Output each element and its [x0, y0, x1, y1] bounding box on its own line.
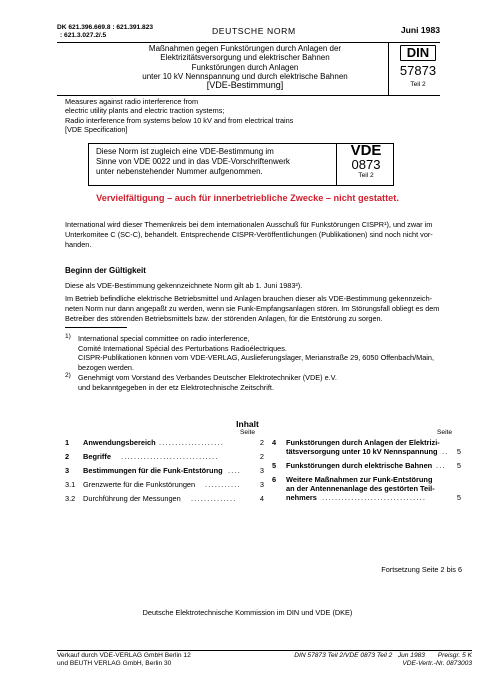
toc-entry-leader: ........... — [205, 480, 241, 489]
intro-line-1: International wird dieser Themenkreis bei dem internationalen Ausschuß für Funkstörungen CISPR¹), und zwar im — [65, 220, 433, 229]
vde-part: Teil 2 — [358, 172, 374, 179]
toc-entry[interactable] — [272, 438, 463, 456]
english-line-4: [VDE Specification] — [65, 124, 128, 134]
vde-notice-line-1: Diese Norm ist zugleich eine VDE-Bestimmung im — [96, 147, 274, 156]
copy-warning: Vervielfältigung – auch für innerbetriebliche Zwecke – nicht gestattet. — [96, 193, 399, 203]
validity-p2 — [65, 294, 439, 324]
toc-entry-title: Funkstörungen durch elektrische Bahnen — [286, 461, 433, 470]
footer-publisher — [57, 652, 191, 668]
toc-entry-page: 3 — [259, 466, 264, 475]
toc-entry-title: Begriffe — [83, 452, 111, 461]
toc-entry-number: 2 — [65, 452, 70, 461]
toc-entry-leader: .............. — [191, 494, 237, 503]
title-rule-bottom — [57, 95, 440, 96]
vde-notice-divider — [336, 143, 337, 186]
din-number: 57873 — [399, 63, 437, 78]
toc-entry-leader: ... — [436, 461, 446, 470]
toc-entry-number: 3.1 — [65, 480, 76, 489]
toc-entry-leader: .... — [228, 466, 242, 475]
title-line-4: unter 10 kV Nennspannung und durch elektrische Bahnen — [142, 71, 348, 81]
footer-order-line-2: VDE-Vertr.-Nr. 0873003 — [402, 660, 472, 667]
toc-entry-leader: ................................ — [322, 493, 427, 502]
validity-p1: Diese als VDE-Bestimmung gekennzeichnete Norm gilt ab 1. Juni 1983²). — [65, 281, 303, 290]
toc-entry-title: Durchführung der Messungen — [83, 494, 181, 503]
english-line-3: Radio interference from systems below 10 kV and from electrical trains — [65, 115, 294, 125]
toc-entry-title-line-3: nehmers — [286, 493, 317, 502]
footer-order-info — [294, 652, 472, 668]
document-type: DEUTSCHE NORM — [212, 26, 296, 36]
intro-line-3: handen. — [65, 240, 92, 249]
title-line-5: [VDE-Bestimmung] — [206, 80, 284, 91]
vde-logo: VDE — [350, 142, 382, 159]
vde-number: 0873 — [351, 157, 381, 172]
toc-entry-title: Anwendungsbereich — [83, 438, 156, 447]
toc-entry-page: 4 — [259, 494, 264, 503]
dk-line-1: DK 621.396.669.8 : 621.391.823 — [57, 24, 154, 31]
footnote-1-mark: 1) — [65, 333, 71, 340]
toc-entry-title-line-2: tätsversorgung unter 10 kV Nennspannung — [286, 447, 438, 456]
din-logo: DIN — [400, 45, 436, 61]
footnote-1-line-3: CISPR-Publikationen können vom VDE-VERLAG, Auslieferungslager, Merianstraße 29, 6050 Offenbach/Main, — [78, 353, 434, 363]
intro-line-2: Unterkomitee C (SC-C), behandelt. Entsprechende CISPR-Veröffentlichungen (Publikationen) sind noch nicht vor- — [65, 230, 433, 239]
footnote-2 — [78, 373, 337, 392]
validity-p2-line-3: Betreiber des störenden Betriebsmittels bzw. der störenden Anlagen, für die Entstörung zu sorgen. — [65, 314, 383, 323]
toc-entry-page: 5 — [456, 493, 461, 502]
toc-entry-page: 2 — [259, 438, 264, 447]
dk-line-2: : 621.3.027.2/.5 — [60, 31, 107, 39]
toc-entry-page: 2 — [259, 452, 264, 461]
footnote-1 — [78, 334, 434, 372]
footnote-2-line-2: und bekanntgegeben in der etz Elektrotechnische Zeitschrift. — [78, 382, 274, 392]
footnote-2-mark: 2) — [65, 372, 71, 379]
footnote-2-line-1: Genehmigt vom Vorstand des Verbandes Deutscher Elektrotechniker (VDE) e.V. — [78, 373, 337, 382]
toc-entry-number: 1 — [65, 438, 70, 447]
validity-p2-line-1: Im Betrieb befindliche elektrische Betriebsmittel und Anlagen brauchen dieser als VDE-Bestimmung gekennzeich- — [65, 294, 433, 303]
continuation-note: Fortsetzung Seite 2 bis 6 — [381, 565, 462, 574]
english-line-1: Measures against radio interference from — [65, 97, 199, 106]
footnote-1-line-2: Comité International Spécial des Perturbations Radioélectriques. — [78, 343, 287, 353]
vde-notice-text — [96, 147, 331, 177]
toc-entry-page: 3 — [259, 480, 264, 489]
toc-entry-number: 3 — [65, 466, 70, 475]
toc-entry-leader: .............................. — [121, 452, 219, 461]
toc-entry-number: 4 — [272, 438, 277, 447]
title-line-3: Funkstörungen durch Anlagen — [191, 62, 299, 72]
footer-order-line-1: DIN 57873 Teil 2/VDE 0873 Teil 2 Jun 1983 Preisgr. 5 K — [294, 652, 472, 659]
toc-entry-leader: .................... — [159, 438, 225, 447]
vde-notice-line-3: unter nebenstehender Nummer aufgenommen. — [96, 167, 263, 176]
title-line-2: Elektrizitätsversorgung und elektrischer Bahnen — [160, 53, 330, 63]
title-line-1: Maßnahmen gegen Funkstörungen durch Anlagen der — [148, 44, 342, 53]
toc-entry-title-line-1: Funkstörungen durch Anlagen der Elektrizi- — [286, 438, 440, 447]
toc-entry-leader: .. — [442, 447, 449, 456]
din-part: Teil 2 — [410, 81, 426, 88]
toc-entry-number: 6 — [272, 475, 277, 484]
toc-entry-title-line-2: an der Antennenanlage des gestörten Teil- — [286, 484, 435, 493]
toc-seite-left: Seite — [240, 429, 256, 436]
commission-name: Deutsche Elektrotechnische Kommission im DIN und VDE (DKE) — [142, 608, 353, 617]
issue-date: Juni 1983 — [400, 25, 440, 35]
validity-heading: Beginn der Gültigkeit — [65, 266, 146, 275]
title-rule-divider — [388, 42, 389, 95]
toc-entry-title: Grenzwerte für die Funkstörungen — [83, 480, 196, 489]
toc-heading: Inhalt — [236, 419, 259, 429]
toc-entry-page: 5 — [456, 447, 461, 456]
vde-notice-line-2: Sinne von VDE 0022 und in das VDE-Vorschriftenwerk — [96, 157, 290, 166]
german-title — [105, 44, 385, 90]
english-line-2: electric utility plants and electric traction systems; — [65, 106, 225, 116]
toc-seite-right: Seite — [437, 429, 453, 436]
toc-entry[interactable] — [272, 475, 463, 503]
toc-entry-number: 5 — [272, 461, 277, 470]
title-rule-top — [57, 42, 440, 43]
footer-rule — [57, 650, 472, 651]
footnote-rule — [65, 327, 127, 328]
english-title — [65, 97, 293, 134]
footer-publisher-line-2: und BEUTH VERLAG GmbH, Berlin 30 — [57, 660, 172, 667]
toc-entry-number: 3.2 — [65, 494, 76, 503]
footnote-1-line-4: bezogen werden. — [78, 362, 134, 372]
toc-entry-page: 5 — [456, 461, 461, 470]
validity-p2-line-2: neten Norm nur dann angepaßt zu werden, wenn sie Funk-Empfangsanlagen stören. Im Störungsfall obliegt es dem — [65, 304, 440, 313]
toc-entry-title: Bestimmungen für die Funk-Entstörung — [83, 466, 223, 475]
intro-paragraph — [65, 220, 433, 250]
toc-entry-title-line-1: Weitere Maßnahmen zur Funk-Entstörung — [286, 475, 433, 484]
dk-classification — [57, 24, 153, 40]
footnote-1-line-1: International special committee on radio interference, — [78, 334, 250, 343]
footer-publisher-line-1: Verkauf durch VDE-VERLAG GmbH Berlin 12 — [57, 652, 191, 659]
